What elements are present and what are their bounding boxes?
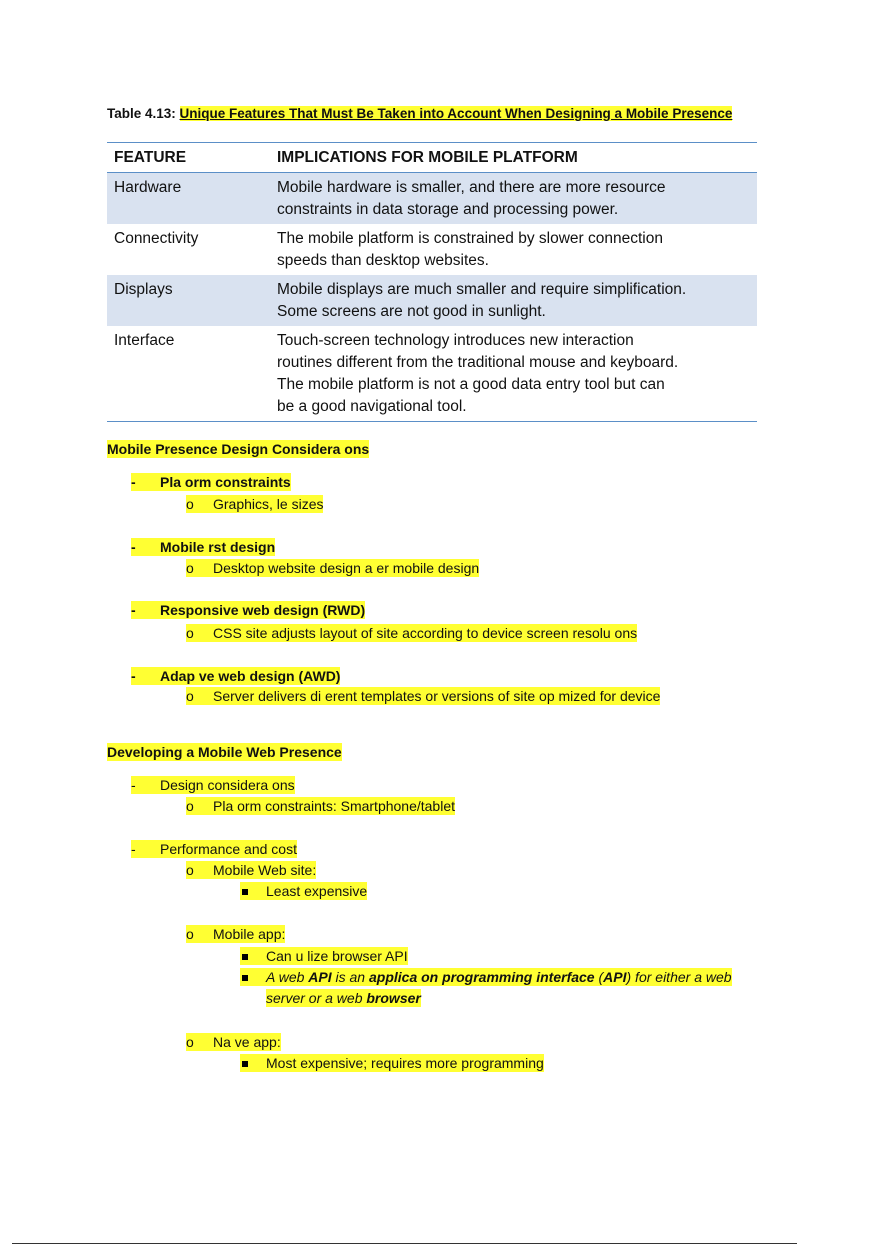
sub-item-label: Na ve app: [213,1034,281,1050]
point-label: Most expensive; requires more programming [266,1055,544,1071]
api-text: API [308,969,332,985]
implication-line: Mobile hardware is smaller, and there are more resource [277,179,666,196]
implication-cell [270,173,757,225]
api-text: applica on programming interface [368,969,595,985]
api-text: browser [366,990,421,1006]
sub-item-mobile-app [186,925,285,943]
implication-line: speeds than desktop websites. [277,252,489,269]
implication-cell [270,275,757,326]
implication-line: Some screens are not good in sunlight. [277,303,546,320]
api-text: ) for either a web [626,969,732,985]
list-item-label: Mobile rst design [160,539,276,555]
implication-line: Touch-screen technology introduces new interaction [277,332,634,349]
circle-bullet: o [186,862,194,878]
circle-bullet: o [186,496,194,512]
sub-item-graphics [186,495,323,513]
sub-item-desktop-after-mobile [186,559,479,577]
dash-bullet: - [131,474,136,490]
table-caption-title: Unique Features That Must Be Taken into Account When Designing a Mobile Presence [179,106,733,121]
dash-bullet: - [131,602,136,618]
implication-line: be a good navigational tool. [277,398,467,415]
api-text: ( [594,969,604,985]
implication-line: constraints in data storage and processing power. [277,201,619,218]
sub-item-label: Graphics, le sizes [213,496,324,512]
feature-cell: Interface [107,326,270,422]
column-header-feature: FEATURE [107,143,270,173]
list-item-adaptive-web-design [131,667,340,685]
list-item-mobile-first [131,538,275,556]
list-item-platform-constraints [131,473,291,491]
dash-bullet: - [131,777,136,793]
feature-cell: Hardware [107,173,270,225]
sub-item-native-app [186,1033,281,1051]
dash-bullet: - [131,841,136,857]
sub-item-mobile-web-site [186,861,316,879]
table-row [107,224,757,275]
table-row [107,173,757,225]
list-item-label: Design considera ons [160,777,295,793]
api-text: server or a web [266,990,367,1006]
table-row [107,326,757,422]
implication-cell [270,326,757,422]
footer-divider [12,1243,797,1244]
table-row [107,275,757,326]
sub-item-label: Desktop website design a er mobile design [213,560,480,576]
square-bullet-icon [240,947,266,965]
circle-bullet: o [186,1034,194,1050]
list-item-label: Pla orm constraints [160,474,291,490]
sub-item-label: Pla orm constraints: Smartphone/tablet [213,798,456,814]
point-api-definition-continued [266,989,421,1007]
square-bullet-icon [240,882,266,900]
sub-item-label: Mobile app: [213,926,286,942]
point-most-expensive [240,1054,544,1072]
section-heading-developing-mobile-web: Developing a Mobile Web Presence [107,744,342,760]
list-item-performance-cost [131,840,297,858]
feature-cell: Displays [107,275,270,326]
square-bullet-icon [240,968,266,986]
column-header-implications: IMPLICATIONS FOR MOBILE PLATFORM [270,143,757,173]
point-least-expensive [240,882,367,900]
implication-line: The mobile platform is constrained by slower connection [277,230,663,247]
list-item-design-considerations [131,776,295,794]
sub-item-server-templates [186,687,660,705]
sub-item-label: CSS site adjusts layout of site according to device screen resolu ons [213,625,638,641]
implication-line: The mobile platform is not a good data entry tool but can [277,376,665,393]
list-item-label: Adap ve web design (AWD) [160,668,341,684]
point-label: Least expensive [266,883,368,899]
implication-cell [270,224,757,275]
table-caption-label: Table 4.13: [107,106,180,121]
circle-bullet: o [186,688,194,704]
api-text: A web [266,969,309,985]
features-table [107,142,757,422]
square-bullet-icon [240,1054,266,1072]
circle-bullet: o [186,560,194,576]
table-header-row [107,143,757,173]
circle-bullet: o [186,625,194,641]
sub-item-label: Server delivers di erent templates or versions of site op mized for device [213,688,661,704]
list-item-label: Performance and cost [160,841,297,857]
sub-item-css-adjusts [186,624,637,642]
implication-line: routines different from the traditional mouse and keyboard. [277,354,679,371]
dash-bullet: - [131,668,136,684]
circle-bullet: o [186,798,194,814]
point-browser-api [240,947,408,965]
dash-bullet: - [131,539,136,555]
sub-item-label: Mobile Web site: [213,862,317,878]
circle-bullet: o [186,926,194,942]
feature-cell: Connectivity [114,230,199,247]
api-text: API [603,969,627,985]
section-heading-design-considerations: Mobile Presence Design Considera ons [107,441,370,457]
list-item-responsive-web-design [131,601,365,619]
point-api-definition [240,968,732,986]
list-item-label: Responsive web design (RWD) [160,602,366,618]
sub-item-platform-smartphone [186,797,455,815]
api-text: is an [331,969,369,985]
implication-line: Mobile displays are much smaller and require simplification. [277,281,687,298]
point-label: Can u lize browser API [266,948,408,964]
table-caption [107,106,732,121]
